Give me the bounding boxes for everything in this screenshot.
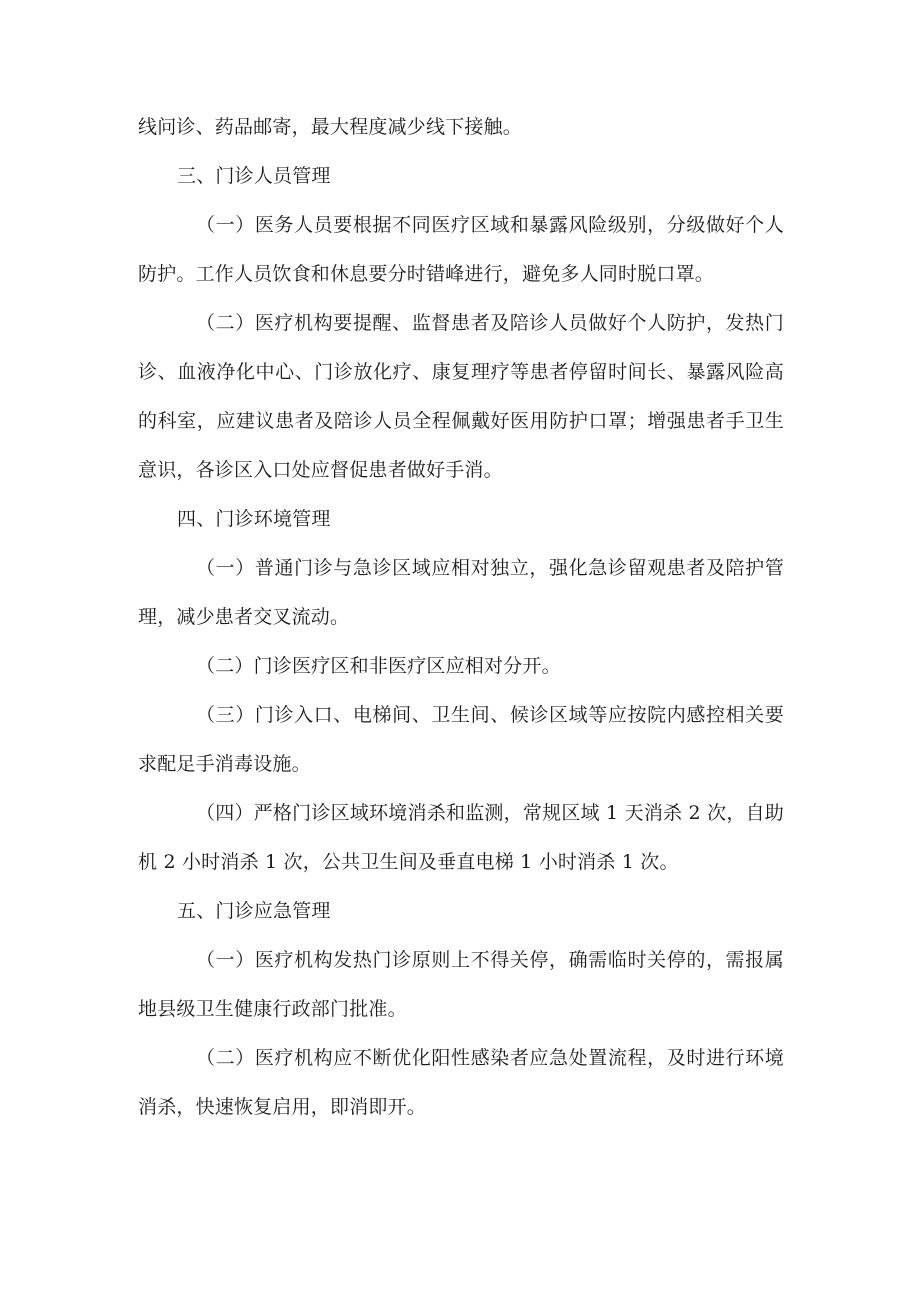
paragraph-emergency-item-1: （一）医疗机构发热门诊原则上不得关停，确需临时关停的，需报属地县级卫生健康行政部门批准。 xyxy=(138,949,784,1020)
paragraph-environment-item-4: （四）严格门诊区域环境消杀和监测，常规区域 1 天消杀 2 次，自助机 2 小时消杀 1 次，公共卫生间及垂直电梯 1 小时消杀 1 次。 xyxy=(138,802,784,873)
section-heading-outpatient-staff: 三、门诊人员管理 xyxy=(177,165,331,187)
paragraph-staff-item-2: （二）医疗机构要提醒、监督患者及陪诊人员做好个人防护，发热门诊、血液净化中心、门诊放化疗、康复理疗等患者停留时间长、暴露风险高的科室，应建议患者及陪诊人员全程佩戴好医用防护口罩；增强患者手卫生意识，各诊区入口处应督促患者做好手消。 xyxy=(138,312,784,481)
paragraph-staff-item-1: （一）医务人员要根据不同医疗区域和暴露风险级别，分级做好个人防护。工作人员饮食和休息要分时错峰进行，避免多人同时脱口罩。 xyxy=(138,214,784,285)
paragraph-environment-item-2: （二）门诊医疗区和非医疗区应相对分开。 xyxy=(196,655,561,677)
section-heading-outpatient-environment: 四、门诊环境管理 xyxy=(177,508,331,530)
paragraph-continuation: 线问诊、药品邮寄，最大程度减少线下接触。 xyxy=(138,116,523,138)
paragraph-emergency-item-2: （二）医疗机构应不断优化阳性感染者应急处置流程，及时进行环境消杀，快速恢复启用，即消即开。 xyxy=(138,1047,784,1118)
section-heading-outpatient-emergency: 五、门诊应急管理 xyxy=(177,900,331,922)
paragraph-environment-item-1: （一）普通门诊与急诊区域应相对独立，强化急诊留观患者及陪护管理，减少患者交叉流动。 xyxy=(138,557,784,628)
document-body xyxy=(138,103,784,1132)
paragraph-environment-item-3: （三）门诊入口、电梯间、卫生间、候诊区域等应按院内感控相关要求配足手消毒设施。 xyxy=(138,704,784,775)
